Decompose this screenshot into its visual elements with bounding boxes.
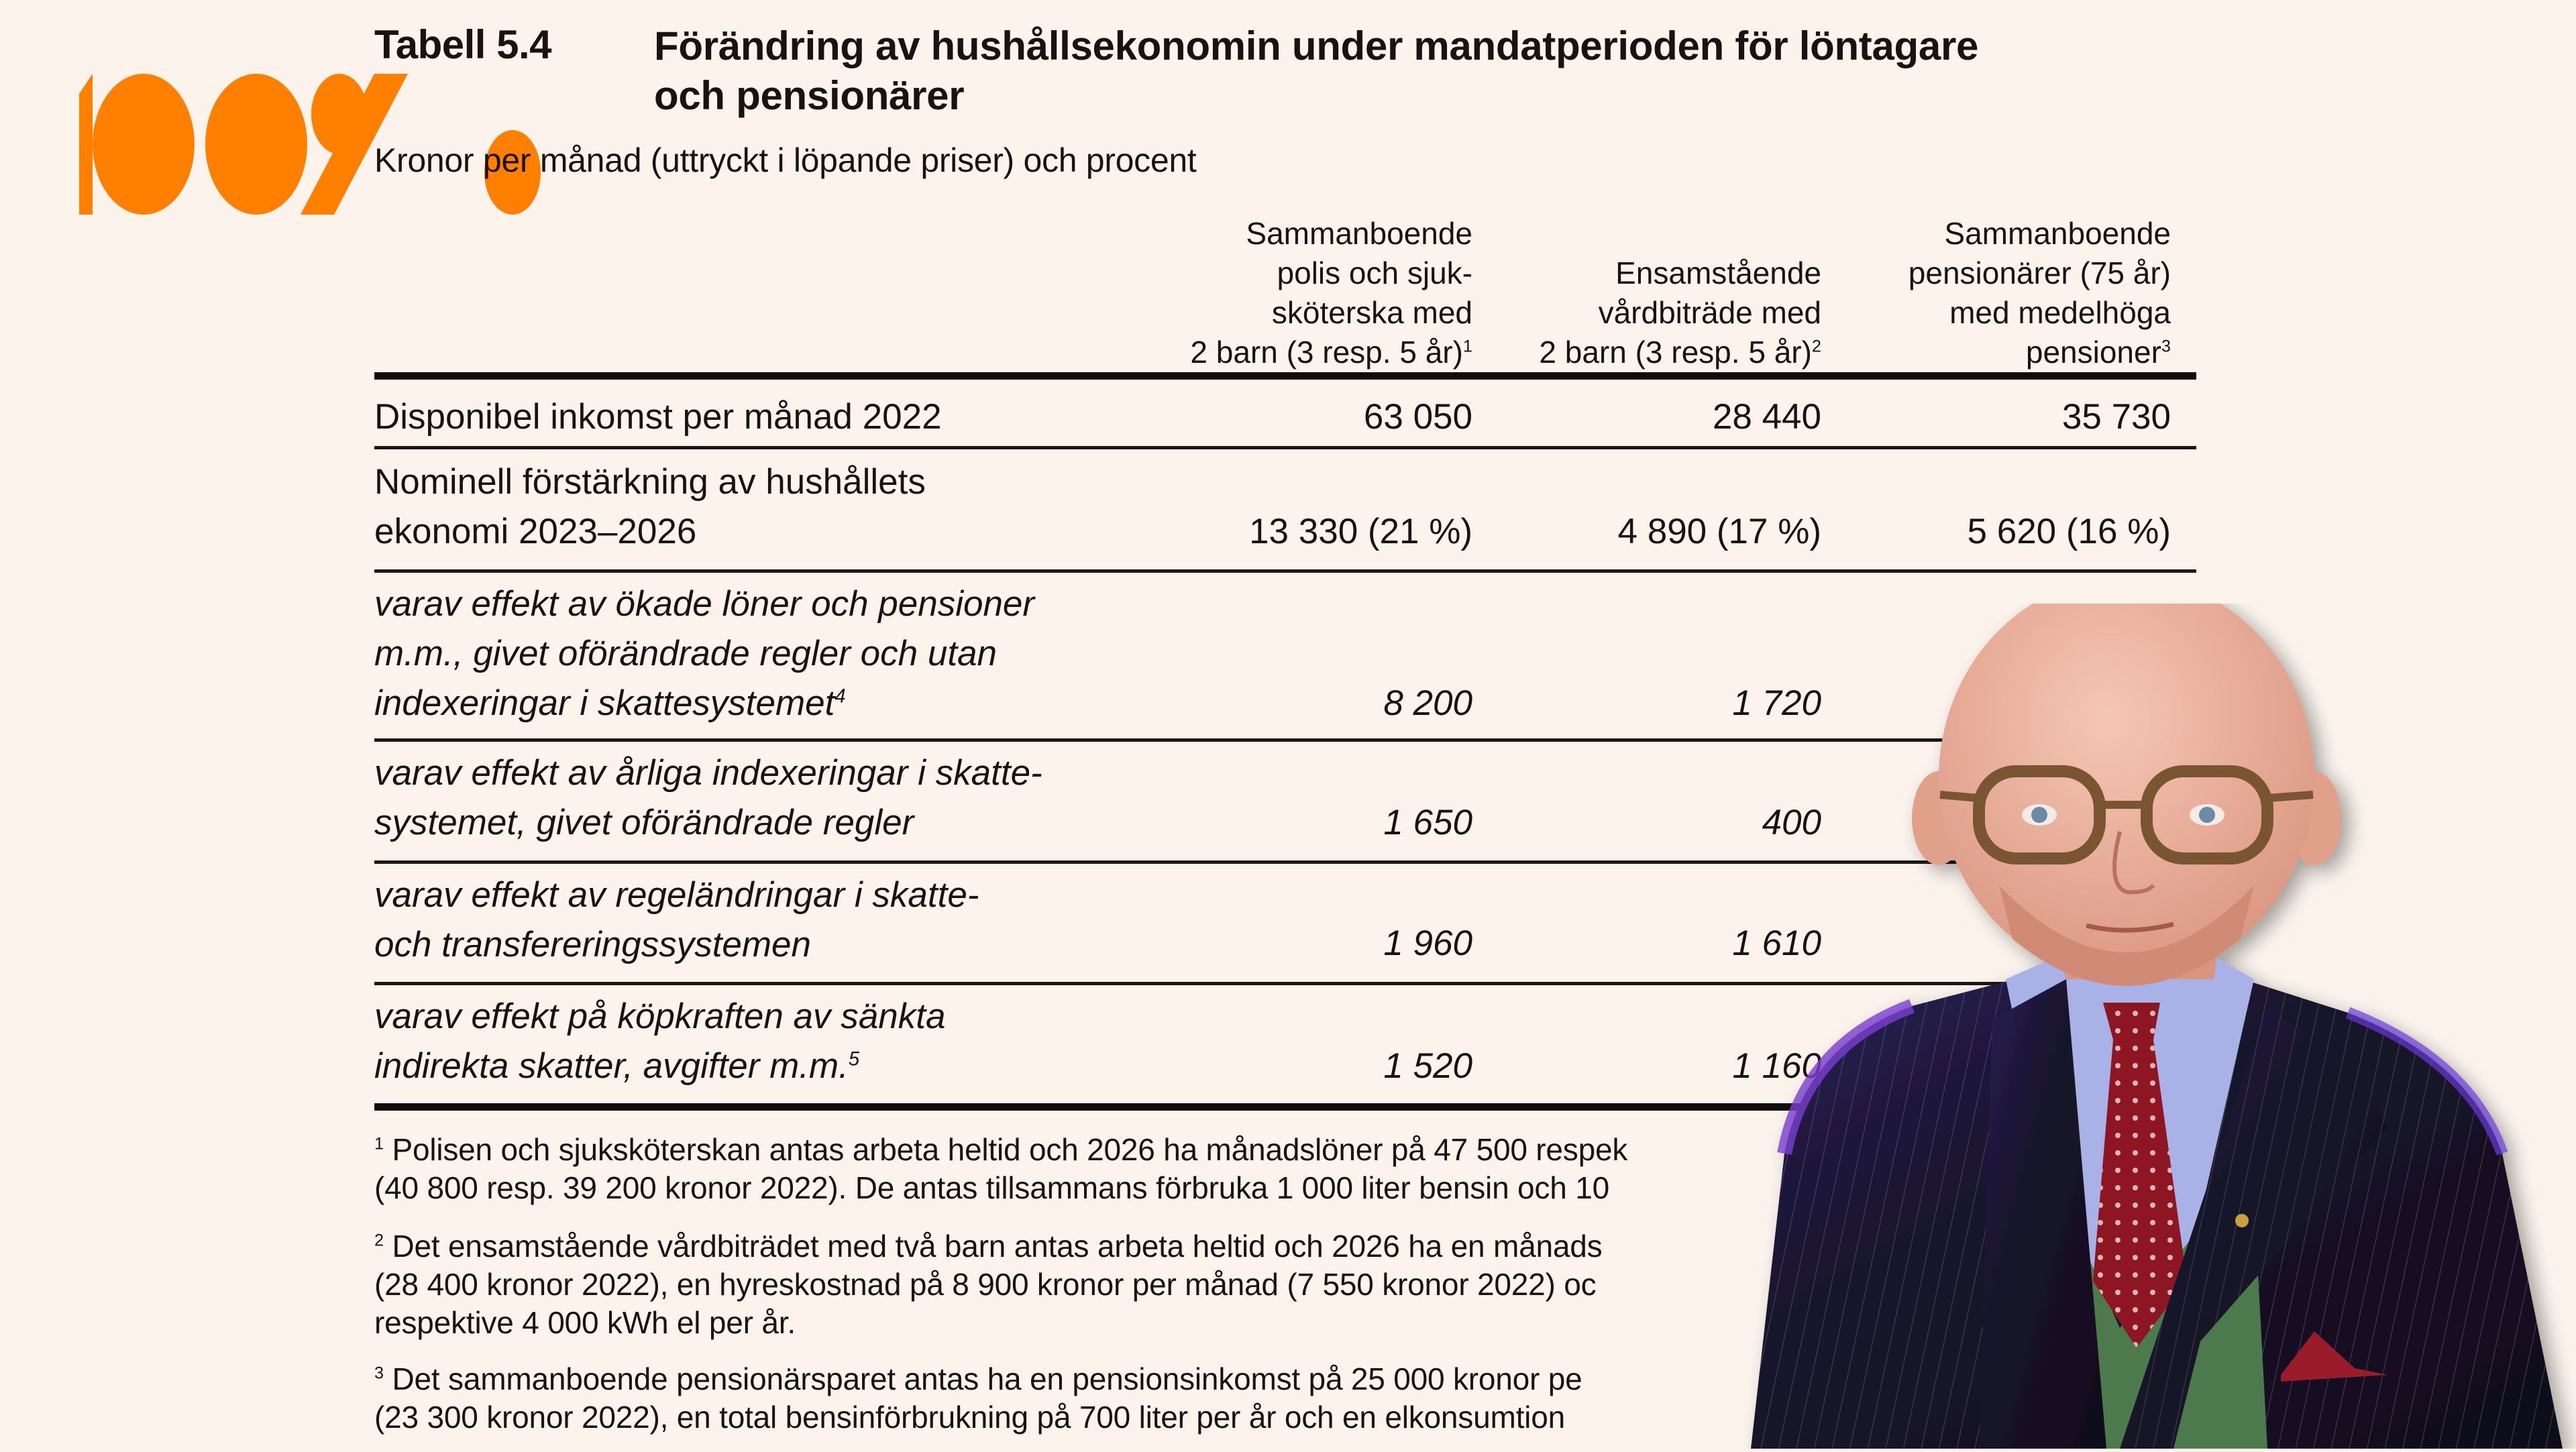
footnote-marker: 3 xyxy=(374,1363,384,1383)
cell-value: 13 330 (21 %) xyxy=(1249,512,1472,551)
row-label-line: m.m., givet oförändrade regler och utan xyxy=(374,634,997,673)
header-line: 2 barn (3 resp. 5 år) xyxy=(1190,335,1463,370)
table-title-line-1: Förändring av hushållsekonomin under mandatperioden för löntagare xyxy=(654,23,1979,68)
table-title-line-2: och pensionärer xyxy=(654,73,965,118)
portrait-illustration xyxy=(1690,604,2576,1449)
row-label-line: och transfereringssystemen xyxy=(374,925,812,964)
cell-value: 28 440 xyxy=(1712,397,1821,437)
footnote-line: (23 300 kronor 2022), en total bensinförbrukning på 700 liter per år och en elkonsumtion xyxy=(374,1400,1565,1435)
footnote-2 xyxy=(374,1227,1917,1342)
header-line: med medelhöga xyxy=(1949,295,2171,330)
header-line: vårdbiträde med xyxy=(1598,295,1821,330)
cell-value: 1 650 xyxy=(1383,803,1472,842)
footnote-line: Det sammanboende pensionärsparet antas ha en pensionsinkomst på 25 000 kronor pe xyxy=(392,1361,1582,1396)
row-label-line: systemet, givet oförändrade regler xyxy=(374,803,914,842)
header-rule xyxy=(374,372,2196,380)
row-label-line: Nominell förstärkning av hushållets xyxy=(374,462,926,502)
cell-value: 1 160 xyxy=(1732,1046,1821,1086)
table-row-nominal-strengthening xyxy=(374,449,2196,569)
footnote-line: respektive 4 000 kWh el per år. xyxy=(374,1305,796,1340)
cell-value: 5 620 (16 %) xyxy=(1967,512,2171,551)
table-unit-caption: Kronor per månad (uttryckt i löpande priser) och procent xyxy=(374,142,1197,179)
row-label: Disponibel inkomst per månad 2022 xyxy=(374,397,942,437)
row-label-line: varav effekt av regeländringar i skatte- xyxy=(374,875,979,915)
cell-value: 1 960 xyxy=(1383,924,1472,963)
person-portrait xyxy=(1690,604,2576,1449)
table-number: Tabell 5.4 xyxy=(374,22,552,67)
cell-value: 35 730 xyxy=(2061,397,2171,437)
header-line: polis och sjuk- xyxy=(1277,256,1472,290)
cell-value: 400 xyxy=(1762,803,1821,842)
cell-value: 4 890 (17 %) xyxy=(1617,512,1821,551)
row-label-line: indirekta skatter, avgifter m.m. xyxy=(374,1046,849,1086)
row-label-line: varav effekt av ökade löner och pensioner xyxy=(374,584,1035,624)
footnote-marker: 1 xyxy=(374,1134,384,1154)
table-row-disposable-income xyxy=(374,380,2196,446)
cell-value: 8 200 xyxy=(1383,683,1472,723)
table-header xyxy=(374,208,2196,372)
header-line: Sammanboende xyxy=(1944,216,2171,251)
header-line: Sammanboende xyxy=(1246,216,1472,251)
row-label xyxy=(374,579,1034,728)
row-label xyxy=(374,457,926,557)
footnote-line: (40 800 resp. 39 200 kronor 2022). De antas tillsammans förbruka 1 000 liter bensin och 10 xyxy=(374,1170,1609,1205)
column-header-police-nurse xyxy=(1190,214,1472,372)
row-label xyxy=(374,992,945,1091)
row-label-line: varav effekt av årliga indexeringar i skatte- xyxy=(374,753,1042,793)
footnote-marker: 2 xyxy=(374,1231,384,1250)
cell-value: 1 720 xyxy=(1732,683,1821,723)
footnote-marker: 1 xyxy=(1462,337,1472,356)
column-header-pensioners xyxy=(1909,214,2171,372)
footnote-marker: 3 xyxy=(2161,337,2171,356)
footnote-marker: 2 xyxy=(1811,337,1821,356)
footnote-line: Det ensamstående vårdbiträdet med två barn antas arbeta heltid och 2026 ha en månads xyxy=(392,1229,1603,1264)
footnote-marker: 5 xyxy=(848,1048,860,1070)
column-header-care-assistant xyxy=(1539,254,1821,372)
header-line: pensioner xyxy=(2025,335,2161,370)
row-label-line: ekonomi 2023–2026 xyxy=(374,512,697,551)
footnote-marker: 4 xyxy=(835,685,846,708)
row-label-line: indexeringar i skattesystemet xyxy=(374,683,835,723)
table-title xyxy=(654,21,2264,121)
row-label xyxy=(374,748,1042,848)
footnote-line: Polisen och sjuksköterskan antas arbeta heltid och 2026 ha månadslöner på 47 500 respek xyxy=(392,1132,1628,1167)
row-label xyxy=(374,871,979,970)
footnote-3 xyxy=(374,1360,1917,1437)
header-line: 2 barn (3 resp. 5 år) xyxy=(1539,335,1812,370)
footnote-line: (28 400 kronor 2022), en hyreskostnad på 8 900 kronor per månad (7 550 kronor 2022) oc xyxy=(374,1267,1597,1302)
footnote-1 xyxy=(374,1131,1917,1207)
header-line: Ensamstående xyxy=(1615,256,1821,290)
header-line: pensionärer (75 år) xyxy=(1908,256,2171,290)
cell-value: 63 050 xyxy=(1363,397,1472,437)
cell-value: 1 520 xyxy=(1383,1046,1472,1086)
header-line: sköterska med xyxy=(1271,295,1472,330)
cell-value: 1 610 xyxy=(1732,924,1821,963)
row-label-line: varav effekt på köpkraften av sänkta xyxy=(374,997,946,1036)
